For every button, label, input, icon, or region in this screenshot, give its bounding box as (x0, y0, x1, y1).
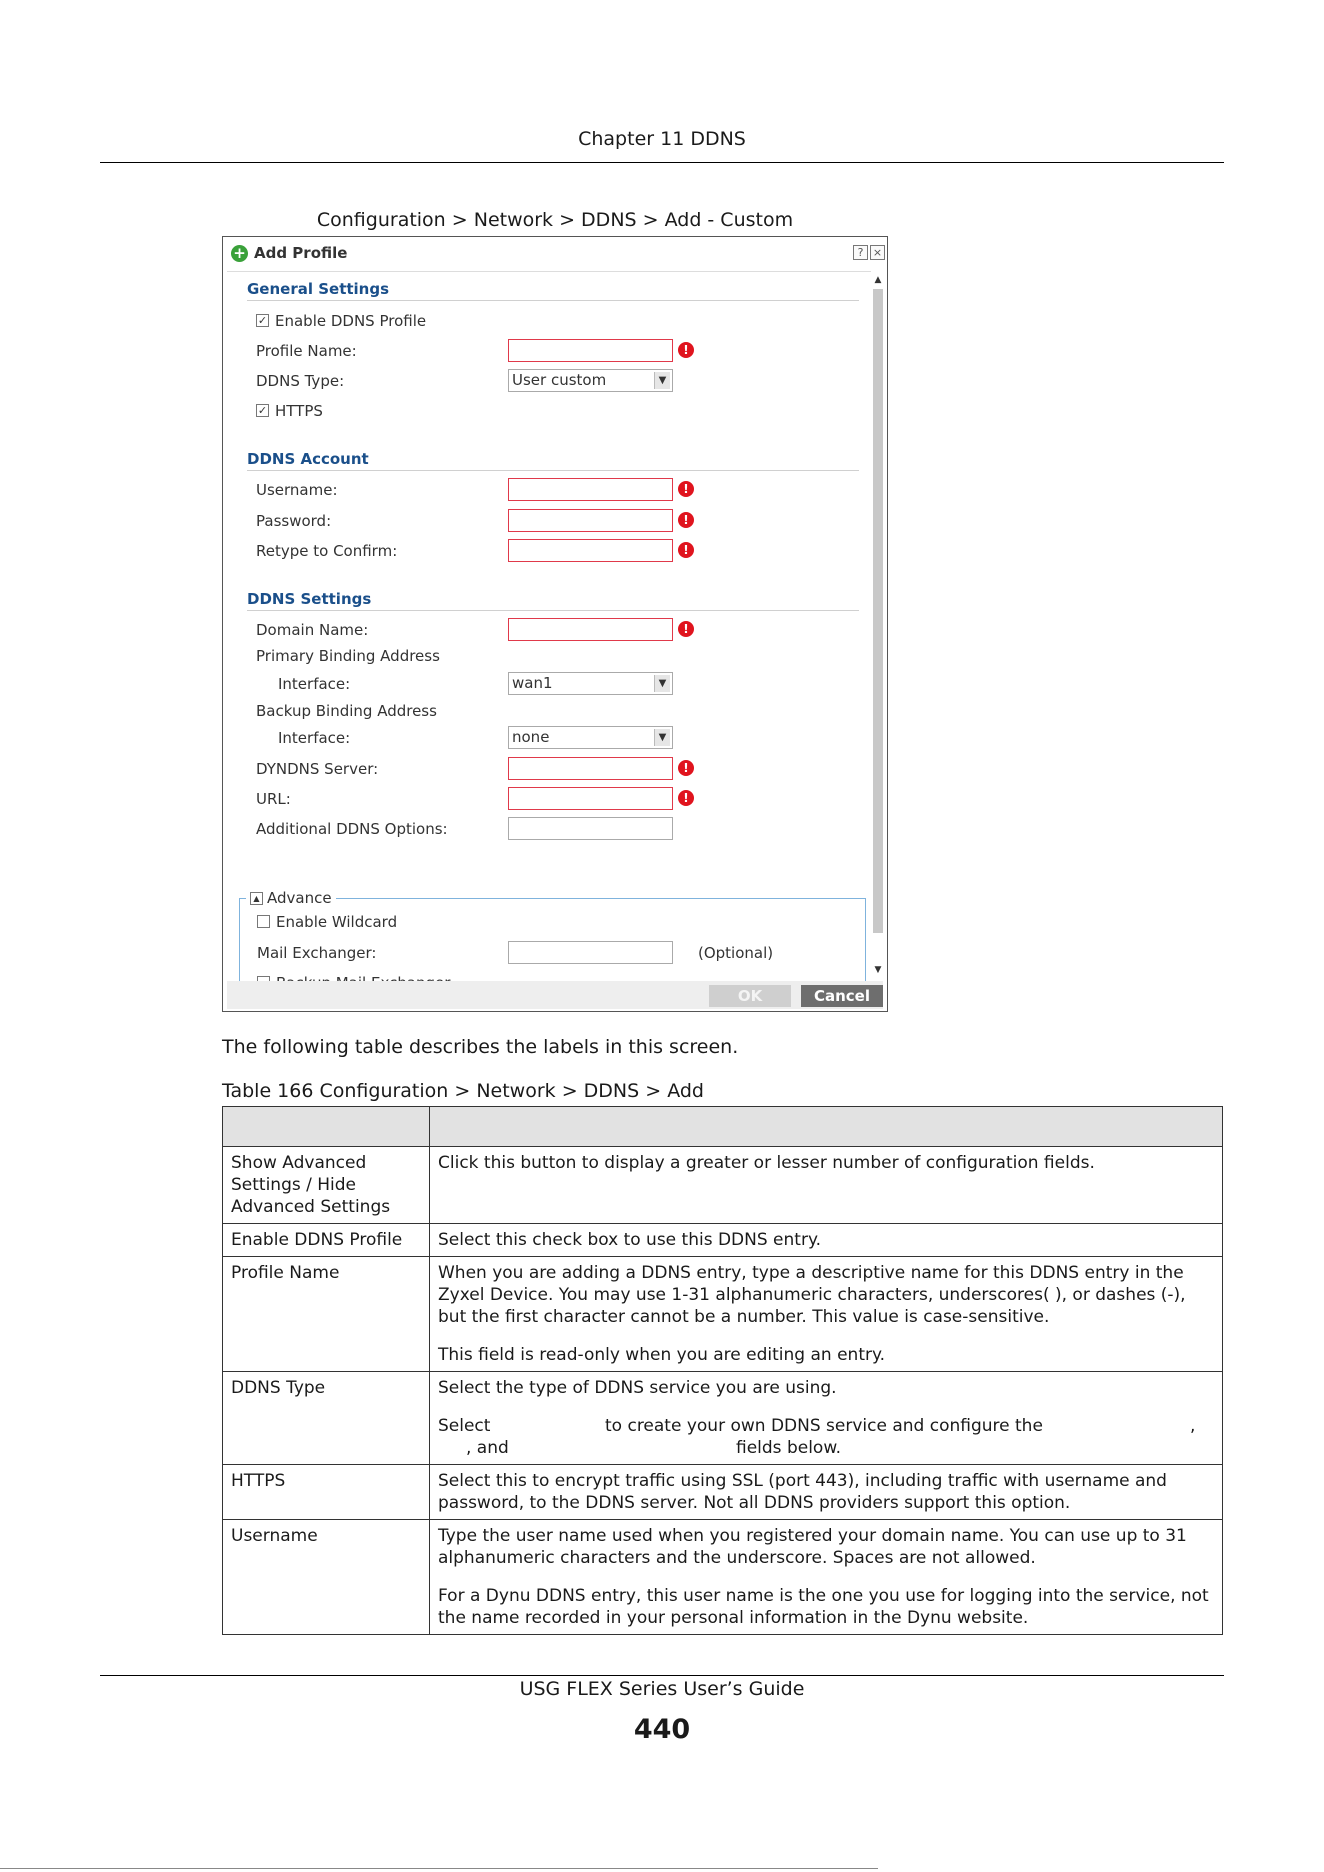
row-label: Show Advanced Settings / Hide Advanced Settings (223, 1147, 430, 1224)
row-description-text: Click this button to display a greater or lesser number of configuration fields. (438, 1153, 1095, 1173)
password-label: Password: (256, 512, 332, 530)
figure-caption: Configuration > Network > DDNS > Add - Custom (316, 209, 794, 231)
scroll-thumb[interactable] (873, 289, 883, 933)
ok-button[interactable]: OK (709, 985, 791, 1007)
https-label: HTTPS (275, 402, 323, 420)
row-description-text: Select this check box to use this DDNS entry. (438, 1230, 821, 1250)
url-input[interactable] (508, 787, 673, 810)
backup-interface-value: none (512, 728, 550, 746)
url-label: URL: (256, 790, 291, 808)
row-label: Profile Name (223, 1257, 430, 1372)
desc-fragment: to create your own DDNS service and configure the (605, 1416, 1043, 1436)
scroll-up-arrow-icon[interactable]: ▲ (874, 275, 882, 285)
description-table (222, 1106, 1223, 1635)
dialog-footer (227, 981, 883, 1009)
required-error-icon: ! (678, 342, 694, 358)
row-description (430, 1224, 1223, 1257)
ddns-type-label: DDNS Type: (256, 372, 345, 390)
primary-binding-label: Primary Binding Address (256, 647, 440, 665)
mail-exchanger-label: Mail Exchanger: (257, 944, 377, 962)
ddns-type-value: User custom (512, 371, 607, 389)
advance-title: Advance (267, 889, 332, 907)
required-error-icon: ! (678, 481, 694, 497)
enable-ddns-profile-label: Enable DDNS Profile (275, 312, 427, 330)
table-header-row (223, 1107, 1223, 1147)
optional-note: (Optional) (698, 944, 774, 962)
row-description-text: Type the user name used when you registered your domain name. You can use up to 31 alphanumeric characters and the underscore. Spaces are not allowed. (438, 1526, 1187, 1568)
primary-interface-value: wan1 (512, 674, 553, 692)
primary-interface-select[interactable] (508, 672, 673, 695)
domain-name-input[interactable] (508, 618, 673, 641)
chapter-header: Chapter 11 DDNS (578, 128, 746, 150)
cancel-button[interactable]: Cancel (801, 985, 883, 1007)
row-description (430, 1257, 1223, 1372)
table-row (223, 1520, 1223, 1635)
bottom-divider (0, 1868, 878, 1869)
scrollbar[interactable] (871, 275, 885, 975)
section-title-account: DDNS Account (247, 450, 369, 468)
row-description (430, 1372, 1223, 1465)
add-profile-dialog (222, 236, 888, 1012)
dyndns-server-input[interactable] (508, 757, 673, 780)
add-icon: + (231, 245, 248, 262)
dialog-body (227, 271, 871, 971)
enable-ddns-profile-checkbox[interactable]: ✓ (257, 314, 268, 327)
collapse-icon[interactable]: ▲ (250, 892, 263, 905)
section-divider (247, 610, 859, 611)
scroll-down-arrow-icon[interactable]: ▼ (874, 965, 882, 975)
close-icon[interactable]: × (870, 245, 885, 260)
username-label: Username: (256, 481, 338, 499)
password-input[interactable] (508, 509, 673, 532)
table-header-label (223, 1107, 430, 1147)
row-label: HTTPS (223, 1465, 430, 1520)
additional-options-label: Additional DDNS Options: (256, 820, 448, 838)
section-title-general: General Settings (247, 280, 390, 298)
required-error-icon: ! (678, 790, 694, 806)
desc-fragment: , (1190, 1416, 1196, 1436)
required-error-icon: ! (678, 760, 694, 776)
username-input[interactable] (508, 478, 673, 501)
row-description-text: Select this to encrypt traffic using SSL (port 443), including traffic with username and password, to the DDNS server. Not all DDNS providers support this option. (438, 1471, 1167, 1513)
dialog-title-buttons (853, 245, 885, 260)
domain-name-label: Domain Name: (256, 621, 369, 639)
required-error-icon: ! (678, 621, 694, 637)
table-row (223, 1224, 1223, 1257)
chevron-down-icon[interactable]: ▼ (654, 729, 670, 746)
backup-interface-label: Interface: (278, 729, 351, 747)
footer-text: USG FLEX Series User’s Guide (519, 1678, 805, 1700)
intro-text: The following table describes the labels in this screen. (222, 1036, 739, 1058)
primary-interface-label: Interface: (278, 675, 351, 693)
mail-exchanger-input[interactable] (508, 941, 673, 964)
table-row (223, 1372, 1223, 1465)
table-row (223, 1257, 1223, 1372)
table-caption: Table 166 Configuration > Network > DDNS > Add (222, 1080, 704, 1102)
row-description (430, 1147, 1223, 1224)
desc-fragment: , and (466, 1438, 509, 1458)
row-description-text: Select the type of DDNS service you are using. (438, 1378, 837, 1398)
row-label: Enable DDNS Profile (223, 1224, 430, 1257)
dyndns-server-label: DYNDNS Server: (256, 760, 379, 778)
profile-name-label: Profile Name: (256, 342, 357, 360)
backup-binding-label: Backup Binding Address (256, 702, 437, 720)
row-description-text: When you are adding a DDNS entry, type a descriptive name for this DDNS entry in the Zyxel Device. You may use 1-31 alphanumeric characters, underscores( ), or dashes (-), but the first character cannot be a number. This value is case-sensitive. (438, 1263, 1186, 1327)
dialog-title: Add Profile (254, 244, 348, 262)
dialog-title-bar (231, 243, 347, 263)
row-label: DDNS Type (223, 1372, 430, 1465)
row-label: Username (223, 1520, 430, 1635)
section-title-settings: DDNS Settings (247, 590, 372, 608)
section-divider (247, 300, 859, 301)
ddns-type-select[interactable] (508, 369, 673, 392)
additional-options-input[interactable] (508, 817, 673, 840)
table-row (223, 1465, 1223, 1520)
table-header-description (430, 1107, 1223, 1147)
required-error-icon: ! (678, 542, 694, 558)
table-row (223, 1147, 1223, 1224)
section-divider (247, 470, 859, 471)
help-icon[interactable]: ? (853, 245, 868, 260)
row-description-text: For a Dynu DDNS entry, this user name is the one you use for logging into the service, not the name recorded in your personal information in the Dynu website. (438, 1586, 1209, 1628)
backup-interface-select[interactable] (508, 726, 673, 749)
profile-name-input[interactable] (508, 339, 673, 362)
advance-legend[interactable] (246, 889, 336, 907)
row-description (430, 1465, 1223, 1520)
row-description (430, 1520, 1223, 1635)
page-number: 440 (633, 1714, 691, 1745)
required-error-icon: ! (678, 512, 694, 528)
header-divider (100, 162, 1224, 163)
enable-wildcard-checkbox[interactable] (257, 915, 270, 928)
row-description-text (438, 1415, 1214, 1459)
row-description-text: This field is read-only when you are editing an entry. (438, 1345, 886, 1365)
chevron-down-icon[interactable]: ▼ (654, 675, 670, 692)
enable-wildcard-label: Enable Wildcard (276, 913, 398, 931)
retype-confirm-label: Retype to Confirm: (256, 542, 398, 560)
footer-divider (100, 1675, 1224, 1676)
desc-fragment: fields below. (736, 1438, 842, 1458)
chevron-down-icon[interactable]: ▼ (654, 372, 670, 389)
https-checkbox[interactable]: ✓ (257, 404, 268, 417)
desc-fragment: Select (438, 1416, 491, 1436)
retype-confirm-input[interactable] (508, 539, 673, 562)
